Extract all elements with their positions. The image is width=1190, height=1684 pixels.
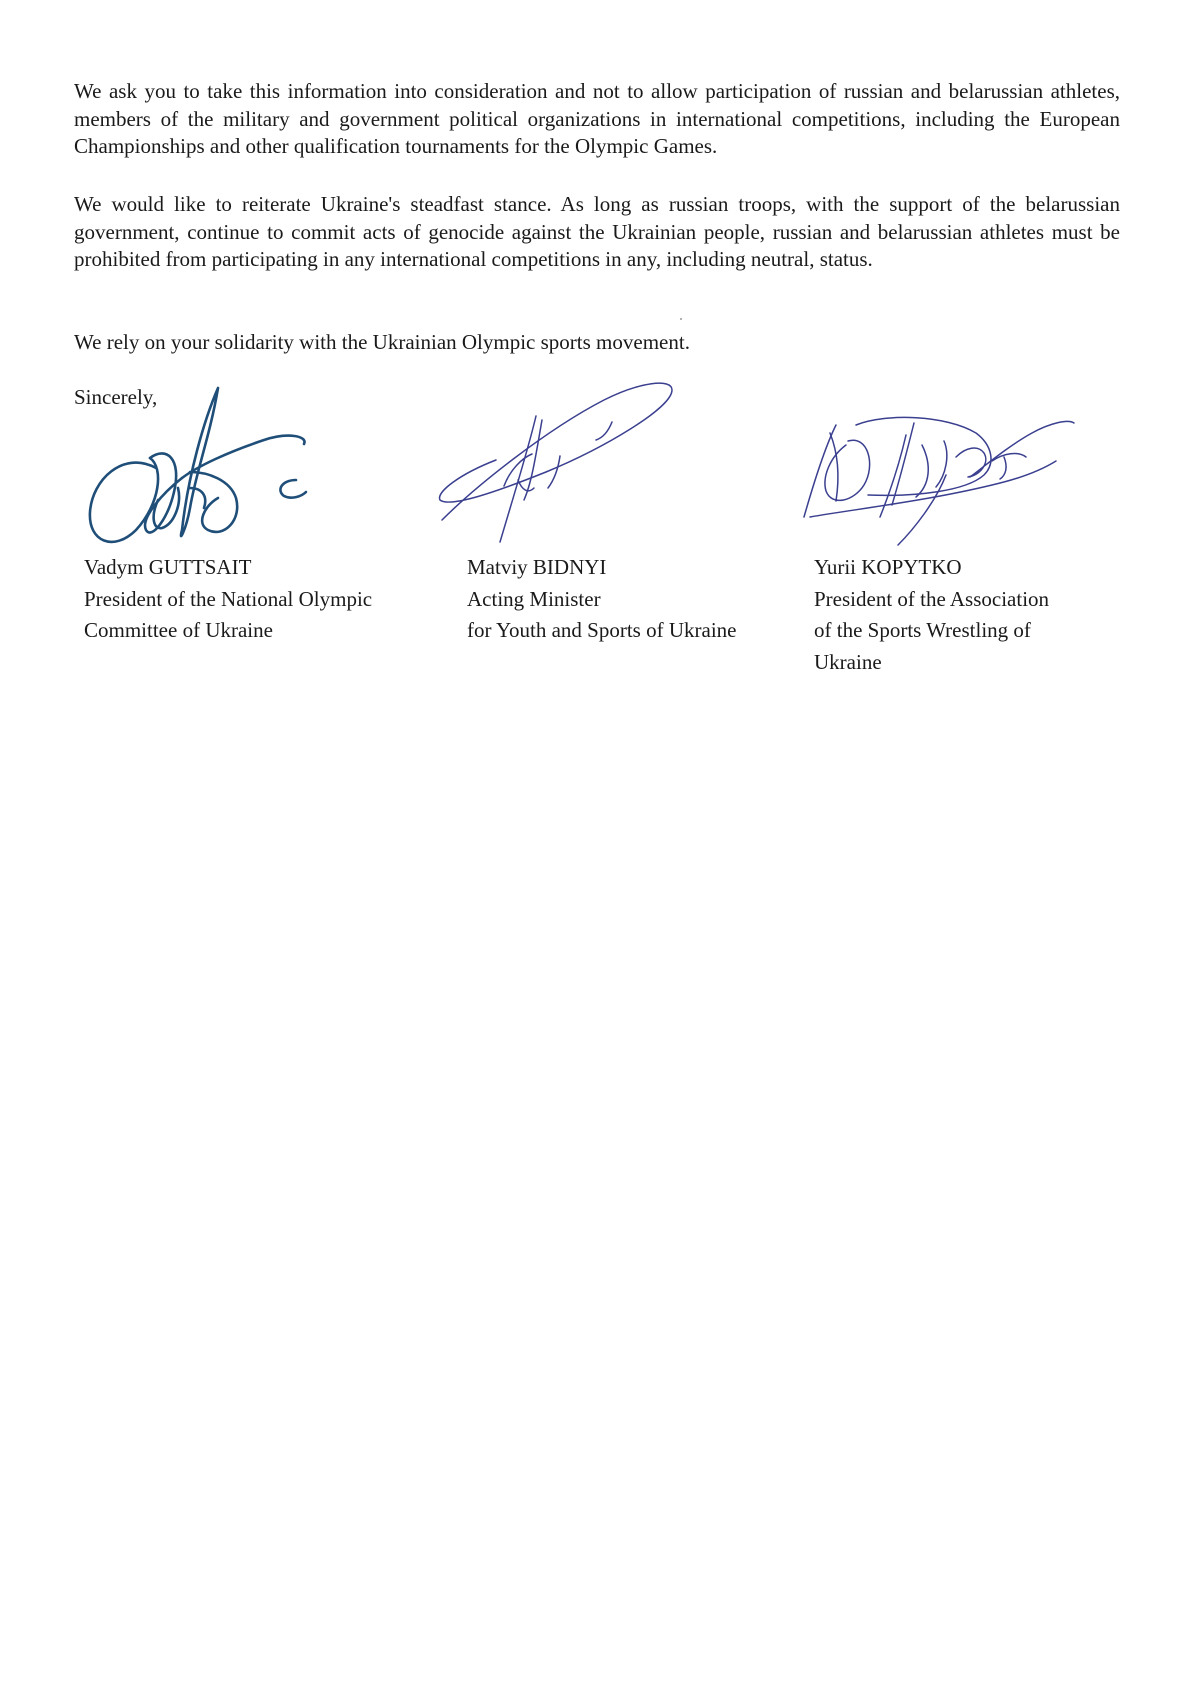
signature-guttsait [78, 380, 338, 555]
signatory-title-line: for Youth and Sports of Ukraine [467, 618, 737, 642]
body-paragraph-request: We ask you to take this information into consideration and not to allow participation of russian and belarussian athletes, members of the military and government political organizations in international competitions, including the European Championships and other qualification tournaments for the Olympic Games. [74, 79, 1120, 158]
signatory-title-line: Committee of Ukraine [84, 618, 273, 642]
signatory-title-line: of the Sports Wrestling of [814, 618, 1031, 642]
body-paragraph-solidarity: We rely on your solidarity with the Ukrainian Olympic sports movement. [74, 330, 690, 354]
signatory-name: Vadym GUTTSAIT [84, 555, 252, 579]
signatory-block-kopytko [814, 552, 1049, 678]
signatory-block-bidnyi [467, 552, 736, 647]
closing-salutation: Sincerely, [74, 385, 158, 409]
body-paragraph-stance: We would like to reiterate Ukraine's steadfast stance. As long as russian troops, with the support of the belarussian government, continue to commit acts of genocide against the Ukrainian people, russian and belarussian athletes must be prohibited from participating in any international competitions in any, including neutral, status. [74, 192, 1120, 271]
signatory-title-line: President of the National Olympic [84, 586, 373, 611]
signatory-title-line: President of the Association [814, 586, 1050, 611]
signatory-name: Matviy BIDNYI [467, 555, 607, 579]
scan-speck [680, 318, 682, 320]
signature-bidnyi [436, 378, 686, 548]
signatory-block-guttsait [84, 552, 372, 647]
signatory-name: Yurii KOPYTKO [814, 555, 962, 579]
signatory-title-line: Ukraine [814, 649, 882, 674]
signatory-title-line: Acting Minister [467, 586, 601, 611]
signature-kopytko [796, 405, 1086, 550]
